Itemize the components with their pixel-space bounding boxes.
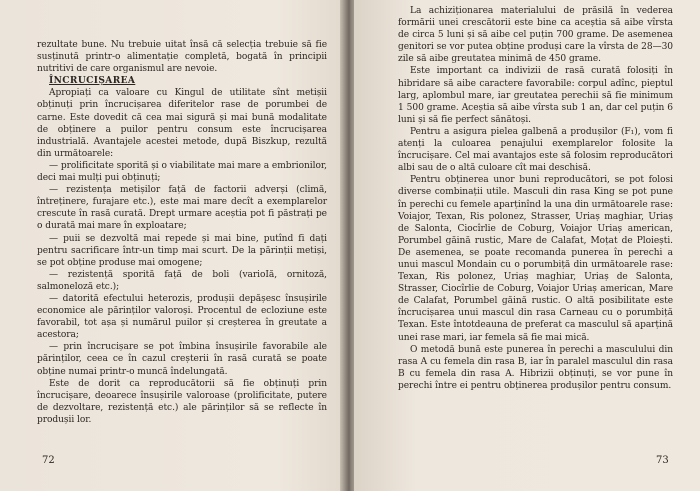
- left-paragraph-8: Este de dorit ca reproducătorii să fie obținuți prin încrucișare, deoarece însușirile valoroase (prolificitate, putere de dezvoltare, rezistență etc.) ale părinților să se reflecte în produșii lor.: [37, 378, 327, 425]
- left-paragraph-7: — prin încrucișare se pot îmbina însușirile favorabile ale părinților, ceea ce în cazul creșterii în rasă curată se poate obține numai printr-o muncă îndelungată.: [37, 342, 327, 377]
- left-paragraph-5: — rezistență sporită față de boli (varioIă, ornitoză, salmoneloză etc.);: [37, 269, 327, 292]
- right-page: [354, 0, 700, 491]
- left-paragraph-2: — prolificitate sporită și o viabilitate mai mare a embrionilor, deci mai mulți pui obținuți;: [37, 160, 327, 184]
- section-heading: ÎNCRUCIȘAREA: [49, 76, 136, 87]
- right-paragraph-2: Este important ca indivizii de rasă curată folosiți în hibridare să aibe caractere favorabile: corpul adînc, pieptul larg, aplombul mare, iar greutatea perechii să fie minimum 1 500 grame. Aceștia să aibe vîrsta sub 1 an, dar cel puțin 6 luni și să fie perfect sănătoși.: [398, 66, 673, 125]
- right-page-text: [398, 5, 673, 392]
- right-page-number: 73: [656, 455, 669, 466]
- left-paragraph-3: — rezistența metișilor față de factorii adverși (climă, întreținere, furajare etc.), este mai mare decît a exemplarelor crescute în rasă curată. Drept urmare aceștia pot fi păstrați pe o durată mai mare în exploatare;: [37, 185, 327, 232]
- left-intro-paragraph: rezultate bune. Nu trebuie uitat însă că selecția trebuie să fie susținută printr-o alimentație completă, bogată în principii nutritivi de care organismul are nevoie.: [37, 40, 327, 75]
- left-page-number: 72: [42, 455, 55, 466]
- left-paragraph-1: Apropiați ca valoare cu Kingul de utilitate sînt metișii obținuți prin încrucișarea diferitelor rase de porumbei de carne. Este dovedit că cea mai sigură și mai bună modalitate de obținere a puilor pentru consum este încrucișarea industrială. Avantajele acestei metode, după Biszkup, rezultă din următoarele:: [37, 88, 327, 159]
- right-paragraph-5: O metodă bună este punerea în perechi a masculului din rasa A cu femela din rasa B, iar în paralel masculul din rasa B cu femela din rasa A. Hibrizii obținuți, se vor pune în perechi între ei pentru obținerea produșilor pentru consum.: [398, 344, 673, 391]
- right-paragraph-1: La achiziționarea materialului de prăsilă în vederea formării unei crescătorii este bine ca aceștia să aibe vîrsta de circa 5 luni și să aibe cel puțin 700 grame. De asemenea genitori se vor putea obține produși care la vîrsta de 28—30 zile să aibe greutatea minimă de 450 grame.: [398, 6, 673, 65]
- left-paragraph-4: — puii se dezvoltă mai repede și mai bine, putînd fi dați pentru sacrificare într-un timp mai scurt. De la părinții metiși, se pot obține produse mai omogene;: [37, 233, 327, 268]
- left-paragraph-6: — datorită efectului heterozis, produșii depășesc însușirile economice ale părinților valoroși. Procentul de ecloziune este favorabil, tot așa și numărul puilor și creșterea în greutate a acestora;: [37, 293, 327, 341]
- right-paragraph-3: Pentru a asigura pielea galbenă a produșilor (F₁), vom fi atenți la culoarea penajului exemplarelor folosite la încrucișare. Cel mai avantajos este să folosim reproducători albi sau de o altă culoare cît mai deschisă.: [398, 126, 673, 174]
- left-page-text: [37, 39, 327, 426]
- left-page: [0, 0, 346, 491]
- right-paragraph-4: Pentru obținerea unor buni reproducători, se pot folosi diverse combinații utile. Masculi din rasa King se pot pune în perechi cu femele aparținînd la una din următoarele rase: Voiajor, Texan, Ris polonez, Strasser, Uriaș maghiar, Uriaș de Salonta, Ciocîrlie de Coburg, Voiajor Uriaș american, Porumbel găină rustic, Mare de Calafat, Moțat de Ploiești. De asemenea, se poate recomanda punerea în perechi a unui mascul Mondain cu o porumbiță din următoarele rase: Texan, Ris polonez, Uriaș maghiar, Uriaș de Salonta, Strasser, Ciocîrlie de Coburg, Voiajor Uriaș american, Mare de Calafat, Porumbel găină rustic. O altă posibilitate este încrucișarea unui mascul din rasa Carneau cu o porumbiță Texan. Este întotdeauna de preferat ca masculul să aparțină unei rase mari, iar femela să fie mai mică.: [398, 175, 673, 343]
